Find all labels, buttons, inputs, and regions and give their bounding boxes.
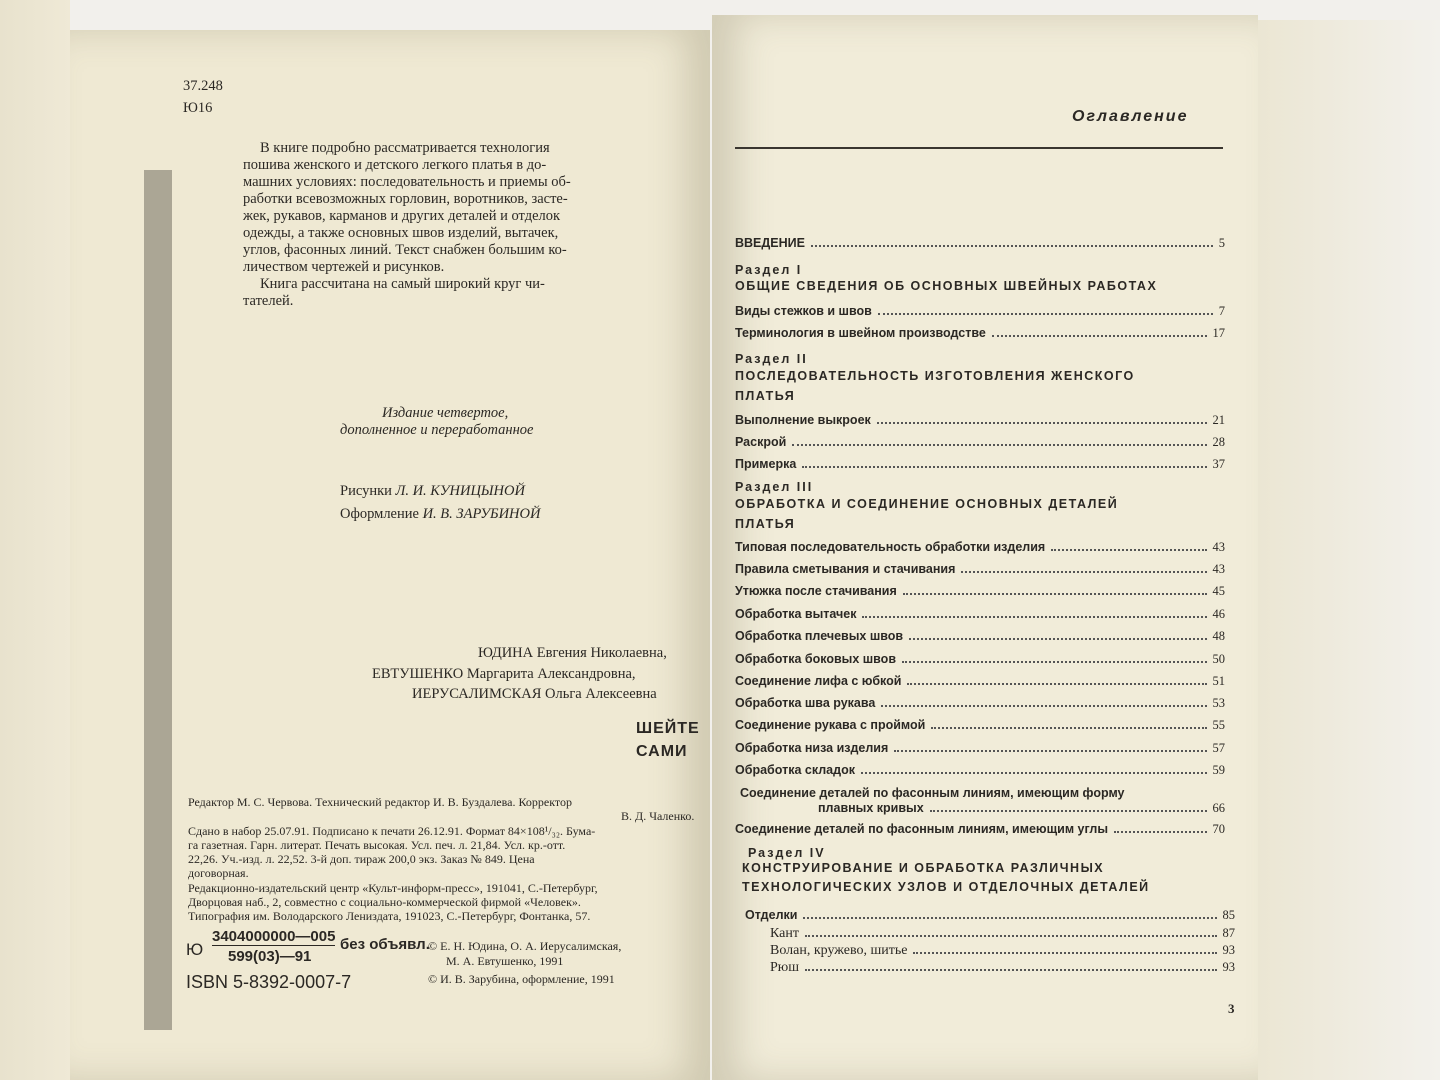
- heading-rule: [735, 147, 1223, 149]
- code-letter: Ю: [186, 940, 204, 959]
- toc-heading: Оглавление: [1072, 108, 1189, 125]
- toc-entry[interactable]: [735, 822, 1225, 837]
- toc-entry[interactable]: [770, 943, 1235, 959]
- imprint-line: Типография им. Володарского Лениздата, 191023, С.-Петербург, Фонтанка, 57.: [188, 909, 591, 923]
- leader-dots: [909, 638, 1206, 640]
- toc-entry[interactable]: [735, 718, 1225, 733]
- imprint-line: Редактор М. С. Червова. Технический редактор И. В. Буздалева. Корректор: [188, 795, 572, 809]
- leader-dots: [992, 335, 1207, 337]
- toc-entry-page: 50: [1212, 652, 1225, 666]
- imprint-line: Дворцовая наб., 2, совместно с социально-коммерческой фирмой «Человек».: [188, 895, 581, 909]
- toc-entry-label: Кант: [770, 926, 799, 941]
- book-title: ШЕЙТЕ: [636, 720, 700, 737]
- code-numerator: 3404000000—005: [212, 928, 336, 945]
- toc-entry[interactable]: [770, 926, 1235, 942]
- credit-label: Рисунки: [340, 483, 392, 499]
- section-title: ПЛАТЬЯ: [735, 389, 796, 403]
- toc-entry-label: Обработка шва рукава: [735, 696, 876, 710]
- toc-entry[interactable]: [735, 763, 1225, 778]
- toc-entry-label: Отделки: [745, 908, 798, 922]
- leader-dots: [903, 593, 1207, 595]
- toc-entry-label: Обработка плечевых швов: [735, 629, 904, 643]
- toc-entry-label: Обработка боковых швов: [735, 652, 897, 666]
- copyright-line: © Е. Н. Юдина, О. А. Иерусалимская,: [428, 939, 622, 953]
- page-edge-shadow: [144, 170, 172, 1030]
- leader-dots: [805, 935, 1217, 937]
- page-stack-edge: [1258, 20, 1440, 1080]
- toc-entry[interactable]: [735, 326, 1225, 341]
- section-title: ПОСЛЕДОВАТЕЛЬНОСТЬ ИЗГОТОВЛЕНИЯ ЖЕНСКОГО: [735, 369, 1135, 383]
- toc-entry[interactable]: [735, 304, 1225, 319]
- classification-code: 37.248: [183, 78, 223, 94]
- credit-label: Оформление: [340, 506, 419, 522]
- author-line: ИЕРУСАЛИМСКАЯ Ольга Алексеевна: [412, 686, 657, 702]
- leader-dots: [902, 661, 1206, 663]
- toc-entry[interactable]: [770, 960, 1235, 976]
- toc-entry-page: 48: [1212, 629, 1225, 643]
- credit-name: И. В. ЗАРУБИНОЙ: [422, 506, 541, 522]
- page-number: 3: [1228, 1001, 1235, 1016]
- toc-entry-label: Утюжка после стачивания: [735, 584, 897, 598]
- toc-entry-page: 66: [1212, 801, 1225, 815]
- imprint-line: В. Д. Чаленко.: [621, 809, 695, 823]
- toc-entry-label: Правила сметывания и стачивания: [735, 562, 956, 576]
- toc-entry[interactable]: [735, 413, 1225, 428]
- annotation-line: пошива женского и детского легкого платья в до-: [243, 157, 547, 173]
- section-title: ОБЩИЕ СВЕДЕНИЯ ОБ ОСНОВНЫХ ШВЕЙНЫХ РАБОТАХ: [735, 279, 1158, 293]
- toc-entry-label: Соединение деталей по фасонным линиям, имеющим углы: [735, 822, 1109, 836]
- toc-entry-page: 7: [1218, 304, 1225, 318]
- annotation-line: машних условиях: последовательность и приемы об-: [243, 174, 571, 190]
- toc-entry-page: 57: [1212, 741, 1225, 755]
- toc-entry-label: ВВЕДЕНИЕ: [735, 236, 805, 250]
- toc-entry-label: Выполнение выкроек: [735, 413, 871, 427]
- annotation-line: личеством чертежей и рисунков.: [243, 259, 445, 275]
- author-line: ЮДИНА Евгения Николаевна,: [478, 645, 667, 661]
- leader-dots: [913, 952, 1216, 954]
- leader-dots: [802, 466, 1206, 468]
- toc-entry-page: 53: [1212, 696, 1225, 710]
- imprint-line: Сдано в набор 25.07.91. Подписано к печати 26.12.91. Формат 84×108¹/₃₂. Бума-: [188, 824, 596, 838]
- leader-dots: [877, 422, 1207, 424]
- code-denominator: 599(03)—91: [228, 948, 312, 965]
- leader-dots: [894, 750, 1206, 752]
- annotation-line: тателей.: [243, 293, 294, 309]
- toc-entry-page: 87: [1222, 926, 1235, 940]
- leader-dots: [861, 772, 1207, 774]
- leader-dots: [803, 917, 1216, 919]
- toc-entry-page: 46: [1212, 607, 1225, 621]
- leader-dots: [1051, 549, 1206, 551]
- toc-entry-label: Соединение рукава с проймой: [735, 718, 926, 732]
- toc-entry-page: 55: [1212, 718, 1225, 732]
- toc-entry-page: 93: [1222, 960, 1235, 974]
- section-label: Раздел II: [735, 352, 808, 366]
- leader-dots: [881, 705, 1206, 707]
- toc-entry[interactable]: [735, 236, 1225, 251]
- toc-entry-page: 21: [1212, 413, 1225, 427]
- toc-entry[interactable]: [735, 435, 1225, 450]
- toc-entry-page: 93: [1222, 943, 1235, 957]
- leader-dots: [805, 969, 1216, 971]
- index-code: Ю16: [183, 100, 213, 116]
- toc-entry-page: 43: [1212, 562, 1225, 576]
- toc-entry-label: Рюш: [770, 960, 800, 975]
- toc-entry-page: 5: [1218, 236, 1225, 250]
- toc-entry-label: Обработка складок: [735, 763, 855, 777]
- section-title: ТЕХНОЛОГИЧЕСКИХ УЗЛОВ И ОТДЕЛОЧНЫХ ДЕТАЛЕЙ: [742, 880, 1150, 894]
- illustrator-credit: [340, 483, 525, 500]
- toc-entry[interactable]: [735, 674, 1225, 689]
- leader-dots: [862, 616, 1206, 618]
- imprint-line: Редакционно-издательский центр «Культ-информ-пресс», 191041, С.-Петербург,: [188, 881, 598, 895]
- credit-name: Л. И. КУНИЦЫНОЙ: [395, 483, 525, 499]
- leader-dots: [792, 444, 1206, 446]
- toc-entry-label: Виды стежков и швов: [735, 304, 872, 318]
- toc-entry-label: плавных кривых: [818, 801, 924, 815]
- toc-entry[interactable]: [735, 584, 1225, 599]
- toc-entry-page: 51: [1212, 674, 1225, 688]
- annotation-line: работки всевозможных горловин, воротников, засте-: [243, 191, 568, 207]
- annotation-line: одежды, а также основных швов изделий, вытачек,: [243, 225, 559, 241]
- toc-entry[interactable]: [735, 696, 1225, 711]
- toc-entry[interactable]: [735, 652, 1225, 667]
- annotation-line: Книга рассчитана на самый широкий круг чи-: [260, 276, 545, 292]
- toc-entry-label: Обработка вытачек: [735, 607, 857, 621]
- imprint-line: га газетная. Гарн. литерат. Печать высокая. Усл. печ. л. 21,84. Усл. кр.-отт.: [188, 838, 566, 852]
- toc-entry-label[interactable]: Соединение деталей по фасонным линиям, имеющим форму: [740, 786, 1125, 800]
- leader-dots: [1114, 831, 1206, 833]
- section-label: Раздел III: [735, 480, 814, 494]
- copyright-line: М. А. Евтушенко, 1991: [446, 954, 564, 968]
- section-label: Раздел I: [735, 263, 803, 277]
- toc-entry[interactable]: [818, 801, 1225, 816]
- designer-credit: [340, 506, 540, 523]
- leader-dots: [907, 683, 1206, 685]
- toc-entry-page: 85: [1222, 908, 1235, 922]
- toc-entry[interactable]: [735, 741, 1225, 756]
- toc-entry-label: Примерка: [735, 457, 797, 471]
- book-title: САМИ: [636, 743, 688, 760]
- annotation-line: жек, рукавов, карманов и других деталей и отделок: [243, 208, 561, 224]
- section-title: ПЛАТЬЯ: [735, 517, 796, 531]
- leader-dots: [961, 571, 1206, 573]
- toc-entry-page: 28: [1212, 435, 1225, 449]
- toc-entry[interactable]: [735, 629, 1225, 644]
- toc-entry-page: 37: [1212, 457, 1225, 471]
- toc-entry-page: 70: [1212, 822, 1225, 836]
- toc-entry[interactable]: [745, 908, 1235, 923]
- toc-entry-label: Волан, кружево, шитье: [770, 943, 908, 958]
- edition-line: дополненное и переработанное: [340, 422, 534, 438]
- section-label: Раздел IV: [748, 846, 826, 860]
- toc-entry-label: Соединение лифа с юбкой: [735, 674, 902, 688]
- toc-entry[interactable]: [735, 540, 1225, 555]
- toc-entry[interactable]: [735, 457, 1225, 472]
- section-title: ОБРАБОТКА И СОЕДИНЕНИЕ ОСНОВНЫХ ДЕТАЛЕЙ: [735, 497, 1119, 511]
- leader-dots: [930, 810, 1207, 812]
- book-cover-edge: [0, 0, 70, 1080]
- toc-entry-label: Раскрой: [735, 435, 787, 449]
- annotation-line: углов, фасонных линий. Текст снабжен большим ко-: [243, 242, 567, 258]
- toc-entry-label: Обработка низа изделия: [735, 741, 889, 755]
- author-line: ЕВТУШЕНКО Маргарита Александровна,: [372, 666, 636, 682]
- no-ad-note: без объявл.: [340, 936, 430, 953]
- toc-entry-label: Терминология в швейном производстве: [735, 326, 986, 340]
- imprint-line: договорная.: [188, 866, 249, 880]
- copyright-line: © И. В. Зарубина, оформление, 1991: [428, 972, 615, 986]
- toc-entry-page: 43: [1212, 540, 1225, 554]
- toc-entry[interactable]: [735, 607, 1225, 622]
- toc-entry-page: 45: [1212, 584, 1225, 598]
- toc-entry-page: 59: [1212, 763, 1225, 777]
- leader-dots: [878, 313, 1213, 315]
- toc-entry-label: Типовая последовательность обработки изделия: [735, 540, 1046, 554]
- leader-dots: [811, 245, 1213, 247]
- toc-entry-page: 17: [1212, 326, 1225, 340]
- isbn: ISBN 5-8392-0007-7: [186, 972, 352, 992]
- section-title: КОНСТРУИРОВАНИЕ И ОБРАБОТКА РАЗЛИЧНЫХ: [742, 861, 1105, 875]
- toc-entry[interactable]: [735, 562, 1225, 577]
- leader-dots: [931, 727, 1206, 729]
- annotation-line: В книге подробно рассматривается технология: [260, 140, 550, 156]
- edition-line: Издание четвертое,: [382, 405, 509, 421]
- imprint-line: 22,26. Уч.-изд. л. 22,52. 3-й доп. тираж 200,0 экз. Заказ № 849. Цена: [188, 852, 535, 866]
